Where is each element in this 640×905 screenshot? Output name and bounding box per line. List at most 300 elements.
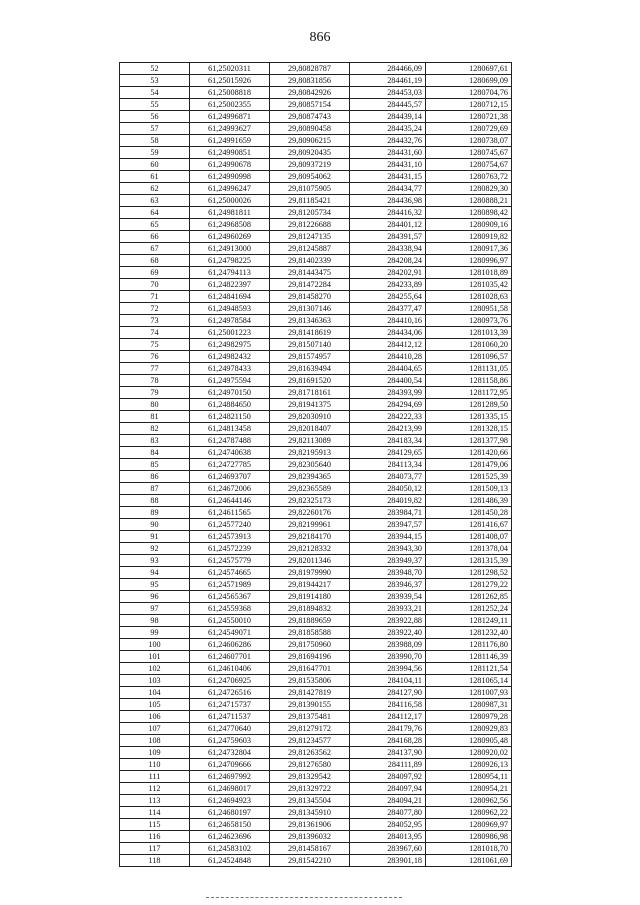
table-row — [120, 483, 512, 495]
y-coordinate-cell: 1280954,11 — [426, 771, 512, 783]
longitude-cell: 29,81750960 — [270, 639, 350, 651]
point-number-cell: 104 — [120, 687, 190, 699]
x-coordinate-cell: 283944,15 — [350, 531, 426, 543]
latitude-cell: 61,24611565 — [190, 507, 270, 519]
table-row — [120, 603, 512, 615]
point-number-cell: 93 — [120, 555, 190, 567]
x-coordinate-cell: 284453,03 — [350, 87, 426, 99]
table-row — [120, 411, 512, 423]
y-coordinate-cell: 1281249,11 — [426, 615, 512, 627]
x-coordinate-cell: 284431,60 — [350, 147, 426, 159]
latitude-cell: 61,24680197 — [190, 807, 270, 819]
x-coordinate-cell: 284439,14 — [350, 111, 426, 123]
longitude-cell: 29,81276580 — [270, 759, 350, 771]
point-number-cell: 65 — [120, 219, 190, 231]
latitude-cell: 61,24978433 — [190, 363, 270, 375]
table-row — [120, 327, 512, 339]
table-row — [120, 219, 512, 231]
latitude-cell: 61,24644146 — [190, 495, 270, 507]
y-coordinate-cell: 1281450,28 — [426, 507, 512, 519]
latitude-cell: 61,24577240 — [190, 519, 270, 531]
latitude-cell: 61,25000026 — [190, 195, 270, 207]
longitude-cell: 29,81307146 — [270, 303, 350, 315]
point-number-cell: 70 — [120, 279, 190, 291]
longitude-cell: 29,80954062 — [270, 171, 350, 183]
y-coordinate-cell: 1280917,36 — [426, 243, 512, 255]
point-number-cell: 54 — [120, 87, 190, 99]
point-number-cell: 118 — [120, 855, 190, 867]
table-row — [120, 843, 512, 855]
table-row — [120, 315, 512, 327]
y-coordinate-cell: 1280738,07 — [426, 135, 512, 147]
longitude-cell: 29,80857154 — [270, 99, 350, 111]
latitude-cell: 61,24658150 — [190, 819, 270, 831]
longitude-cell: 29,81361906 — [270, 819, 350, 831]
y-coordinate-cell: 1281420,66 — [426, 447, 512, 459]
table-row — [120, 627, 512, 639]
longitude-cell: 29,81263562 — [270, 747, 350, 759]
x-coordinate-cell: 284112,17 — [350, 711, 426, 723]
table-row — [120, 267, 512, 279]
x-coordinate-cell: 283947,57 — [350, 519, 426, 531]
latitude-cell: 61,24559368 — [190, 603, 270, 615]
longitude-cell: 29,81346363 — [270, 315, 350, 327]
longitude-cell: 29,81418619 — [270, 327, 350, 339]
table-row — [120, 243, 512, 255]
x-coordinate-cell: 284113,34 — [350, 459, 426, 471]
latitude-cell: 61,24990851 — [190, 147, 270, 159]
y-coordinate-cell: 1281158,86 — [426, 375, 512, 387]
longitude-cell: 29,81691520 — [270, 375, 350, 387]
point-number-cell: 57 — [120, 123, 190, 135]
table-row — [120, 531, 512, 543]
point-number-cell: 94 — [120, 567, 190, 579]
point-number-cell: 115 — [120, 819, 190, 831]
table-row — [120, 339, 512, 351]
y-coordinate-cell: 1280996,97 — [426, 255, 512, 267]
longitude-cell: 29,81345910 — [270, 807, 350, 819]
y-coordinate-cell: 1281061,69 — [426, 855, 512, 867]
latitude-cell: 61,24550010 — [190, 615, 270, 627]
latitude-cell: 61,24715737 — [190, 699, 270, 711]
y-coordinate-cell: 1280888,21 — [426, 195, 512, 207]
x-coordinate-cell: 284077,80 — [350, 807, 426, 819]
y-coordinate-cell: 1281252,24 — [426, 603, 512, 615]
latitude-cell: 61,24549071 — [190, 627, 270, 639]
point-number-cell: 62 — [120, 183, 190, 195]
longitude-cell: 29,82325173 — [270, 495, 350, 507]
point-number-cell: 72 — [120, 303, 190, 315]
point-number-cell: 63 — [120, 195, 190, 207]
table-row — [120, 111, 512, 123]
y-coordinate-cell: 1280712,15 — [426, 99, 512, 111]
point-number-cell: 52 — [120, 63, 190, 75]
point-number-cell: 76 — [120, 351, 190, 363]
longitude-cell: 29,81205734 — [270, 207, 350, 219]
table-row — [120, 63, 512, 75]
x-coordinate-cell: 283922,88 — [350, 615, 426, 627]
table-row — [120, 651, 512, 663]
latitude-cell: 61,24524848 — [190, 855, 270, 867]
point-number-cell: 98 — [120, 615, 190, 627]
table-row — [120, 591, 512, 603]
latitude-cell: 61,24968508 — [190, 219, 270, 231]
latitude-cell: 61,24694923 — [190, 795, 270, 807]
x-coordinate-cell: 284431,10 — [350, 159, 426, 171]
longitude-cell: 29,81979990 — [270, 567, 350, 579]
y-coordinate-cell: 1280920,02 — [426, 747, 512, 759]
latitude-cell: 61,24573913 — [190, 531, 270, 543]
point-number-cell: 92 — [120, 543, 190, 555]
y-coordinate-cell: 1281172,95 — [426, 387, 512, 399]
point-number-cell: 97 — [120, 603, 190, 615]
y-coordinate-cell: 1280962,56 — [426, 795, 512, 807]
longitude-cell: 29,80828787 — [270, 63, 350, 75]
table-row — [120, 87, 512, 99]
point-number-cell: 58 — [120, 135, 190, 147]
y-coordinate-cell: 1280986,98 — [426, 831, 512, 843]
x-coordinate-cell: 283901,18 — [350, 855, 426, 867]
point-number-cell: 87 — [120, 483, 190, 495]
x-coordinate-cell: 284111,89 — [350, 759, 426, 771]
table-row — [120, 147, 512, 159]
longitude-cell: 29,81329542 — [270, 771, 350, 783]
y-coordinate-cell: 1280954,21 — [426, 783, 512, 795]
y-coordinate-cell: 1281018,89 — [426, 267, 512, 279]
table-row — [120, 135, 512, 147]
table-row — [120, 639, 512, 651]
longitude-cell: 29,82018407 — [270, 423, 350, 435]
table-row — [120, 519, 512, 531]
x-coordinate-cell: 284183,34 — [350, 435, 426, 447]
longitude-cell: 29,81507140 — [270, 339, 350, 351]
longitude-cell: 29,81718161 — [270, 387, 350, 399]
x-coordinate-cell: 283933,21 — [350, 603, 426, 615]
x-coordinate-cell: 284445,57 — [350, 99, 426, 111]
latitude-cell: 61,24990678 — [190, 159, 270, 171]
table-row — [120, 291, 512, 303]
coordinates-table — [119, 62, 512, 867]
y-coordinate-cell: 1281335,15 — [426, 411, 512, 423]
latitude-cell: 61,24583102 — [190, 843, 270, 855]
y-coordinate-cell: 1281289,50 — [426, 399, 512, 411]
y-coordinate-cell: 1280973,76 — [426, 315, 512, 327]
y-coordinate-cell: 1281328,15 — [426, 423, 512, 435]
latitude-cell: 61,25015926 — [190, 75, 270, 87]
table-row — [120, 783, 512, 795]
latitude-cell: 61,25008818 — [190, 87, 270, 99]
y-coordinate-cell: 1280745,67 — [426, 147, 512, 159]
latitude-cell: 61,24982975 — [190, 339, 270, 351]
x-coordinate-cell: 283990,70 — [350, 651, 426, 663]
x-coordinate-cell: 284137,90 — [350, 747, 426, 759]
longitude-cell: 29,81345504 — [270, 795, 350, 807]
y-coordinate-cell: 1280926,13 — [426, 759, 512, 771]
table-row — [120, 759, 512, 771]
point-number-cell: 61 — [120, 171, 190, 183]
y-coordinate-cell: 1281096,57 — [426, 351, 512, 363]
point-number-cell: 60 — [120, 159, 190, 171]
table-row — [120, 819, 512, 831]
y-coordinate-cell: 1280905,48 — [426, 735, 512, 747]
table-row — [120, 279, 512, 291]
table-row — [120, 471, 512, 483]
y-coordinate-cell: 1281298,52 — [426, 567, 512, 579]
table-row — [120, 711, 512, 723]
x-coordinate-cell: 284338,94 — [350, 243, 426, 255]
longitude-cell: 29,81427819 — [270, 687, 350, 699]
y-coordinate-cell: 1280829,30 — [426, 183, 512, 195]
table-row — [120, 831, 512, 843]
longitude-cell: 29,81075905 — [270, 183, 350, 195]
y-coordinate-cell: 1280763,72 — [426, 171, 512, 183]
y-coordinate-cell: 1280987,31 — [426, 699, 512, 711]
longitude-cell: 29,81458167 — [270, 843, 350, 855]
table-row — [120, 687, 512, 699]
table-row — [120, 195, 512, 207]
point-number-cell: 107 — [120, 723, 190, 735]
latitude-cell: 61,24913000 — [190, 243, 270, 255]
x-coordinate-cell: 284116,58 — [350, 699, 426, 711]
latitude-cell: 61,24732804 — [190, 747, 270, 759]
latitude-cell: 61,24996247 — [190, 183, 270, 195]
table-row — [120, 495, 512, 507]
point-number-cell: 88 — [120, 495, 190, 507]
y-coordinate-cell: 1281525,39 — [426, 471, 512, 483]
point-number-cell: 103 — [120, 675, 190, 687]
latitude-cell: 61,24884650 — [190, 399, 270, 411]
point-number-cell: 84 — [120, 447, 190, 459]
latitude-cell: 61,24697992 — [190, 771, 270, 783]
point-number-cell: 81 — [120, 411, 190, 423]
table-row — [120, 771, 512, 783]
point-number-cell: 89 — [120, 507, 190, 519]
x-coordinate-cell: 284052,95 — [350, 819, 426, 831]
table-row — [120, 543, 512, 555]
latitude-cell: 61,24982432 — [190, 351, 270, 363]
y-coordinate-cell: 1281315,39 — [426, 555, 512, 567]
table-row — [120, 375, 512, 387]
x-coordinate-cell: 284050,12 — [350, 483, 426, 495]
longitude-cell: 29,81329722 — [270, 783, 350, 795]
x-coordinate-cell: 284255,64 — [350, 291, 426, 303]
latitude-cell: 61,24975594 — [190, 375, 270, 387]
x-coordinate-cell: 284013,95 — [350, 831, 426, 843]
longitude-cell: 29,81458270 — [270, 291, 350, 303]
point-number-cell: 96 — [120, 591, 190, 603]
point-number-cell: 67 — [120, 243, 190, 255]
point-number-cell: 66 — [120, 231, 190, 243]
x-coordinate-cell: 284094,21 — [350, 795, 426, 807]
longitude-cell: 29,82260176 — [270, 507, 350, 519]
latitude-cell: 61,24574665 — [190, 567, 270, 579]
x-coordinate-cell: 284127,90 — [350, 687, 426, 699]
latitude-cell: 61,24693707 — [190, 471, 270, 483]
table-row — [120, 567, 512, 579]
x-coordinate-cell: 283948,70 — [350, 567, 426, 579]
y-coordinate-cell: 1280704,76 — [426, 87, 512, 99]
x-coordinate-cell: 284401,12 — [350, 219, 426, 231]
longitude-cell: 29,81694196 — [270, 651, 350, 663]
longitude-cell: 29,81858588 — [270, 627, 350, 639]
y-coordinate-cell: 1280929,83 — [426, 723, 512, 735]
x-coordinate-cell: 283949,37 — [350, 555, 426, 567]
point-number-cell: 55 — [120, 99, 190, 111]
longitude-cell: 29,81396032 — [270, 831, 350, 843]
longitude-cell: 29,81234577 — [270, 735, 350, 747]
y-coordinate-cell: 1281035,42 — [426, 279, 512, 291]
longitude-cell: 29,81941375 — [270, 399, 350, 411]
x-coordinate-cell: 284097,94 — [350, 783, 426, 795]
x-coordinate-cell: 284410,16 — [350, 315, 426, 327]
x-coordinate-cell: 284208,24 — [350, 255, 426, 267]
table-row — [120, 723, 512, 735]
table-row — [120, 75, 512, 87]
longitude-cell: 29,82128332 — [270, 543, 350, 555]
y-coordinate-cell: 1281028,63 — [426, 291, 512, 303]
table-row — [120, 171, 512, 183]
point-number-cell: 99 — [120, 627, 190, 639]
latitude-cell: 61,24822397 — [190, 279, 270, 291]
latitude-cell: 61,24740638 — [190, 447, 270, 459]
x-coordinate-cell: 284461,19 — [350, 75, 426, 87]
latitude-cell: 61,24996871 — [190, 111, 270, 123]
y-coordinate-cell: 1281121,54 — [426, 663, 512, 675]
x-coordinate-cell: 284435,24 — [350, 123, 426, 135]
y-coordinate-cell: 1281007,93 — [426, 687, 512, 699]
table-row — [120, 351, 512, 363]
y-coordinate-cell: 1280699,09 — [426, 75, 512, 87]
longitude-cell: 29,81279172 — [270, 723, 350, 735]
x-coordinate-cell: 284233,89 — [350, 279, 426, 291]
latitude-cell: 61,24993627 — [190, 123, 270, 135]
table-row — [120, 447, 512, 459]
table-row — [120, 399, 512, 411]
latitude-cell: 61,24798225 — [190, 255, 270, 267]
latitude-cell: 61,24960269 — [190, 231, 270, 243]
table-row — [120, 699, 512, 711]
latitude-cell: 61,24607701 — [190, 651, 270, 663]
x-coordinate-cell: 284104,11 — [350, 675, 426, 687]
x-coordinate-cell: 284434,06 — [350, 327, 426, 339]
y-coordinate-cell: 1280729,69 — [426, 123, 512, 135]
point-number-cell: 112 — [120, 783, 190, 795]
x-coordinate-cell: 284391,57 — [350, 231, 426, 243]
latitude-cell: 61,24672006 — [190, 483, 270, 495]
longitude-cell: 29,81245887 — [270, 243, 350, 255]
table-row — [120, 423, 512, 435]
x-coordinate-cell: 284222,33 — [350, 411, 426, 423]
y-coordinate-cell: 1280969,97 — [426, 819, 512, 831]
y-coordinate-cell: 1281279,22 — [426, 579, 512, 591]
point-number-cell: 74 — [120, 327, 190, 339]
table-row — [120, 363, 512, 375]
y-coordinate-cell: 1281131,05 — [426, 363, 512, 375]
x-coordinate-cell: 283943,30 — [350, 543, 426, 555]
x-coordinate-cell: 283939,54 — [350, 591, 426, 603]
x-coordinate-cell: 284416,32 — [350, 207, 426, 219]
footer-line — [206, 897, 402, 898]
point-number-cell: 75 — [120, 339, 190, 351]
table-row — [120, 735, 512, 747]
x-coordinate-cell: 284202,91 — [350, 267, 426, 279]
longitude-cell: 29,82305640 — [270, 459, 350, 471]
x-coordinate-cell: 284213,99 — [350, 423, 426, 435]
latitude-cell: 61,24970150 — [190, 387, 270, 399]
x-coordinate-cell: 284294,69 — [350, 399, 426, 411]
table-row — [120, 159, 512, 171]
y-coordinate-cell: 1281262,85 — [426, 591, 512, 603]
longitude-cell: 29,81375481 — [270, 711, 350, 723]
x-coordinate-cell: 284412,12 — [350, 339, 426, 351]
table-row — [120, 795, 512, 807]
latitude-cell: 61,24991659 — [190, 135, 270, 147]
point-number-cell: 71 — [120, 291, 190, 303]
longitude-cell: 29,81944217 — [270, 579, 350, 591]
point-number-cell: 68 — [120, 255, 190, 267]
latitude-cell: 61,24606286 — [190, 639, 270, 651]
x-coordinate-cell: 283946,37 — [350, 579, 426, 591]
point-number-cell: 53 — [120, 75, 190, 87]
x-coordinate-cell: 284436,98 — [350, 195, 426, 207]
latitude-cell: 61,24841694 — [190, 291, 270, 303]
x-coordinate-cell: 284019,82 — [350, 495, 426, 507]
point-number-cell: 116 — [120, 831, 190, 843]
x-coordinate-cell: 284393,99 — [350, 387, 426, 399]
point-number-cell: 64 — [120, 207, 190, 219]
x-coordinate-cell: 284431,15 — [350, 171, 426, 183]
table-row — [120, 579, 512, 591]
latitude-cell: 61,24978584 — [190, 315, 270, 327]
latitude-cell: 61,24726516 — [190, 687, 270, 699]
longitude-cell: 29,81185421 — [270, 195, 350, 207]
table-row — [120, 255, 512, 267]
y-coordinate-cell: 1281013,39 — [426, 327, 512, 339]
longitude-cell: 29,80906215 — [270, 135, 350, 147]
y-coordinate-cell: 1281065,14 — [426, 675, 512, 687]
longitude-cell: 29,81535806 — [270, 675, 350, 687]
table-row — [120, 807, 512, 819]
x-coordinate-cell: 284404,65 — [350, 363, 426, 375]
longitude-cell: 29,81390155 — [270, 699, 350, 711]
x-coordinate-cell: 284432,76 — [350, 135, 426, 147]
table-row — [120, 459, 512, 471]
point-number-cell: 102 — [120, 663, 190, 675]
y-coordinate-cell: 1281479,06 — [426, 459, 512, 471]
table-row — [120, 663, 512, 675]
point-number-cell: 108 — [120, 735, 190, 747]
longitude-cell: 29,82030910 — [270, 411, 350, 423]
latitude-cell: 61,24706925 — [190, 675, 270, 687]
table-row — [120, 747, 512, 759]
latitude-cell: 61,25020311 — [190, 63, 270, 75]
point-number-cell: 86 — [120, 471, 190, 483]
y-coordinate-cell: 1280721,38 — [426, 111, 512, 123]
x-coordinate-cell: 284466,09 — [350, 63, 426, 75]
x-coordinate-cell: 284410,28 — [350, 351, 426, 363]
latitude-cell: 61,24610406 — [190, 663, 270, 675]
x-coordinate-cell: 284129,65 — [350, 447, 426, 459]
latitude-cell: 61,25001223 — [190, 327, 270, 339]
y-coordinate-cell: 1280979,28 — [426, 711, 512, 723]
y-coordinate-cell: 1281176,80 — [426, 639, 512, 651]
longitude-cell: 29,81889659 — [270, 615, 350, 627]
longitude-cell: 29,82011346 — [270, 555, 350, 567]
latitude-cell: 61,24990998 — [190, 171, 270, 183]
point-number-cell: 101 — [120, 651, 190, 663]
point-number-cell: 110 — [120, 759, 190, 771]
latitude-cell: 61,24575779 — [190, 555, 270, 567]
